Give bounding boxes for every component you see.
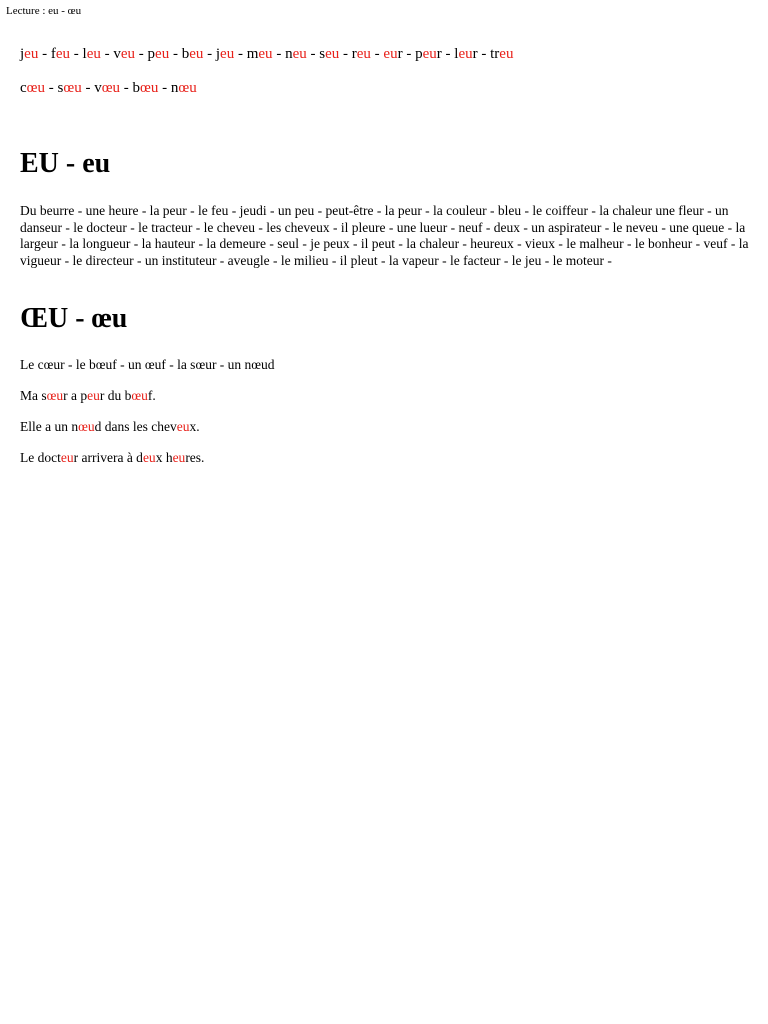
syllable-separator: - xyxy=(120,80,133,96)
highlighted-sound: eu xyxy=(356,46,371,62)
text-segment: p xyxy=(415,46,423,62)
highlighted-sound: eu xyxy=(60,450,74,465)
highlighted-sound: eu xyxy=(120,46,136,62)
highlighted-sound: eu xyxy=(325,46,340,62)
syllable-separator: - xyxy=(402,46,416,62)
text-segment: b xyxy=(132,80,141,96)
highlighted-sound: œu xyxy=(78,419,95,434)
highlighted-sound: œu xyxy=(46,388,64,403)
text-segment: b xyxy=(181,46,190,62)
text-segment: Ma s xyxy=(20,388,47,403)
syllable-separator: - xyxy=(339,46,352,62)
highlighted-sound: eu xyxy=(189,46,204,62)
syllable-separator: - xyxy=(203,46,216,62)
text-segment: l xyxy=(82,46,87,62)
highlighted-sound: eu xyxy=(176,419,190,434)
highlighted-sound: eu xyxy=(458,46,473,62)
syllable-separator: - xyxy=(370,46,384,62)
highlighted-sound: eu xyxy=(87,388,100,403)
section-heading-eu: EU - eu xyxy=(20,148,111,179)
syllable xyxy=(247,46,273,62)
syllable xyxy=(285,46,307,62)
syllable xyxy=(352,46,371,62)
text-segment: tr xyxy=(490,46,500,62)
syllable xyxy=(171,80,197,96)
text-segment: res. xyxy=(185,450,205,465)
text-segment: r xyxy=(472,46,478,62)
highlighted-sound: œu xyxy=(101,80,121,96)
syllable xyxy=(415,46,442,62)
syllable-line-eu xyxy=(20,45,513,63)
word-list-oeu: Le cœur - le bœuf - un œuf - la sœur - un nœud xyxy=(20,357,275,372)
text-segment: d dans les chev xyxy=(94,419,177,434)
syllable xyxy=(94,80,120,96)
highlighted-sound: eu xyxy=(258,46,273,62)
highlighted-sound: eu xyxy=(142,450,156,465)
syllable-separator: - xyxy=(158,80,171,96)
syllable-separator: - xyxy=(169,46,182,62)
text-segment: r xyxy=(436,46,442,62)
highlighted-sound: eu xyxy=(422,46,437,62)
text-segment: f xyxy=(50,46,56,62)
syllable-separator: - xyxy=(45,80,58,96)
word-list-eu: Du beurre - une heure - la peur - le feu - jeudi - un peu - peut-être - la peur - la couleur - bleu - le coiffeur - la chaleur une fleur - un danseur - le docteur - le tracteur - le cheveu - les cheveux - il pleure - une lueur - neuf - deux - un aspirateur - le neveu - une queue - la largeur - la longueur - la hauteur - la demeure - seul - je peux - il peut - la chaleur - heureux - vieux - le malheur - le bonheur - veuf - la vigueur - le directeur - un instituteur - aveugle - le milieu - il pleut - la vapeur - le facteur - le jeu - le moteur - xyxy=(20,203,749,268)
text-segment: j xyxy=(215,46,221,62)
practice-sentence xyxy=(20,388,156,404)
syllable-separator: - xyxy=(135,46,148,62)
text-segment: p xyxy=(147,46,156,62)
text-segment: l xyxy=(454,46,459,62)
text-segment: f. xyxy=(147,388,156,403)
syllable-separator: - xyxy=(272,46,286,62)
highlighted-sound: œu xyxy=(63,80,82,96)
syllable xyxy=(148,46,170,62)
text-segment: m xyxy=(246,46,259,62)
text-segment: s xyxy=(319,46,326,62)
text-segment: x h xyxy=(155,450,173,465)
text-segment: v xyxy=(94,80,102,96)
highlighted-sound: eu xyxy=(86,46,101,62)
syllable xyxy=(319,46,339,62)
practice-sentence xyxy=(20,419,200,435)
text-segment: x. xyxy=(189,419,200,434)
syllable xyxy=(454,46,477,62)
syllable-separator: - xyxy=(306,46,320,62)
practice-sentence xyxy=(20,450,204,466)
syllable xyxy=(182,46,204,62)
syllable xyxy=(216,46,234,62)
syllable-separator: - xyxy=(441,46,455,62)
highlighted-sound: eu xyxy=(172,450,186,465)
text-segment: j xyxy=(20,46,25,62)
text-segment: c xyxy=(20,80,27,96)
syllable-separator: - xyxy=(477,46,491,62)
syllable-separator: - xyxy=(100,46,114,62)
highlighted-sound: eu xyxy=(24,46,39,62)
highlighted-sound: œu xyxy=(140,80,159,96)
syllable xyxy=(58,80,82,96)
page-header-title: Lecture : eu - œu xyxy=(6,5,82,17)
syllable-separator: - xyxy=(38,46,51,62)
syllable xyxy=(83,46,101,62)
text-segment: r arrivera à d xyxy=(73,450,143,465)
section-heading-oeu: ŒU - œu xyxy=(20,303,128,334)
syllable xyxy=(20,46,38,62)
highlighted-sound: œu xyxy=(131,388,148,403)
text-segment: r xyxy=(351,46,357,62)
text-segment: Elle a un n xyxy=(20,419,79,434)
highlighted-sound: eu xyxy=(155,46,170,62)
text-segment: v xyxy=(113,46,121,62)
highlighted-sound: œu xyxy=(178,80,197,96)
syllable xyxy=(383,46,402,62)
syllable-line-oeu xyxy=(20,79,197,97)
syllable xyxy=(51,46,70,62)
syllable xyxy=(113,46,135,62)
highlighted-sound: eu xyxy=(499,46,514,62)
highlighted-sound: eu xyxy=(220,46,235,62)
text-segment: s xyxy=(57,80,64,96)
text-segment: r du b xyxy=(99,388,132,403)
syllable xyxy=(133,80,159,96)
syllable xyxy=(20,80,45,96)
highlighted-sound: eu xyxy=(55,46,71,62)
text-segment: n xyxy=(170,80,179,96)
syllable-separator: - xyxy=(70,46,83,62)
text-segment: r a p xyxy=(63,388,88,403)
syllable xyxy=(490,46,513,62)
syllable-separator: - xyxy=(81,80,95,96)
highlighted-sound: œu xyxy=(26,80,46,96)
highlighted-sound: eu xyxy=(383,46,398,62)
syllable-separator: - xyxy=(234,46,247,62)
text-segment: r xyxy=(397,46,403,62)
text-segment: n xyxy=(285,46,293,62)
highlighted-sound: eu xyxy=(292,46,307,62)
text-segment: Le doct xyxy=(20,450,61,465)
